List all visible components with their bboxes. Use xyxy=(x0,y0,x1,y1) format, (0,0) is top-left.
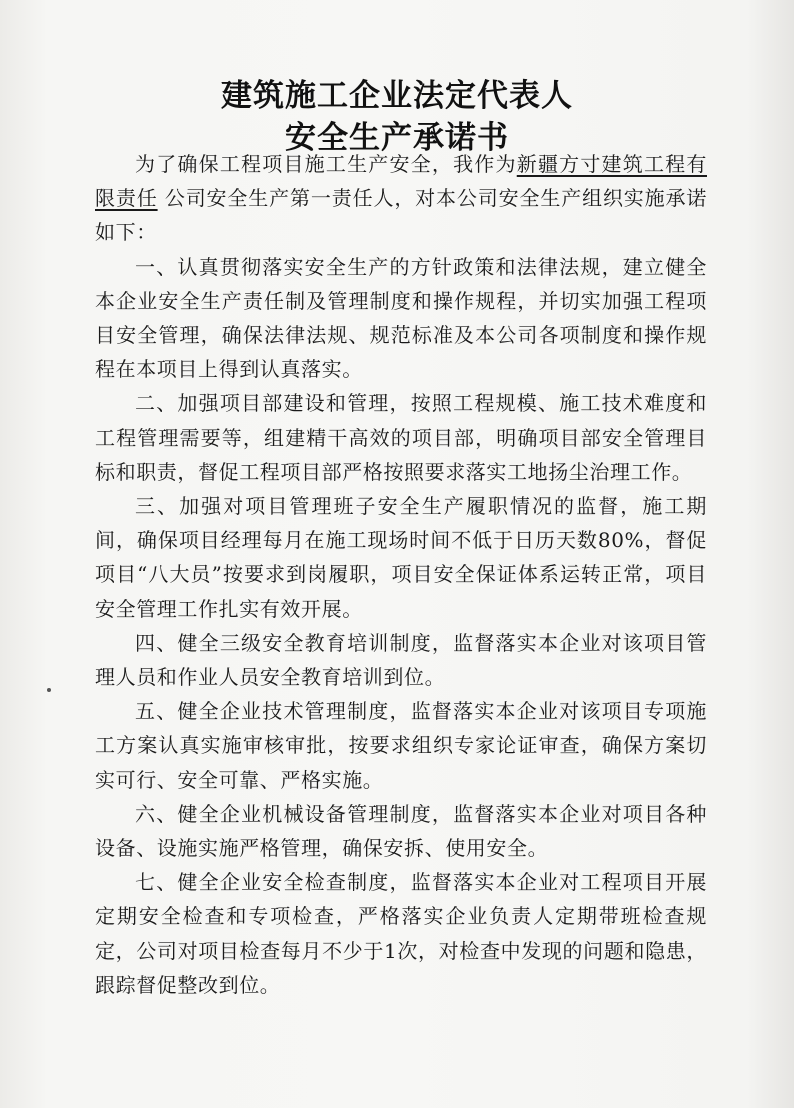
document-body xyxy=(95,147,707,1002)
commitment-item-5: 五、健全企业技术管理制度，监督落实本企业对该项目专项施工方案认真实施审核审批，按要求组织专家论证审查，确保方案切实可行、安全可靠、严格实施。 xyxy=(95,699,707,792)
document-title-line1: 建筑施工企业法定代表人 xyxy=(221,78,573,114)
commitment-item-6: 六、健全企业机械设备管理制度，监督落实本企业对项目各种设备、设施实施严格管理，确保安拆、使用安全。 xyxy=(95,801,707,861)
intro-paragraph xyxy=(95,147,707,250)
intro-text-before: 为了确保工程项目施工生产安全，我作为 xyxy=(135,152,517,176)
commitment-item-4: 四、健全三级安全教育培训制度，监督落实本企业对该项目管理人员和作业人员安全教育培训到位。 xyxy=(95,630,707,690)
intro-text-after: 公司安全生产第一责任人，对本公司安全生产组织实施承诺如下： xyxy=(95,186,707,245)
commitment-item-1: 一、认真贯彻落实安全生产的方针政策和法律法规，建立健全本企业安全生产责任制及管理制度和操作规程，并切实加强工程项目安全管理，确保法律法规、规范标准及本公司各项制度和操作规程在本项目上得到认真落实。 xyxy=(95,254,707,382)
document-title-line2: 安全生产承诺书 xyxy=(285,120,509,156)
scan-speck xyxy=(47,688,51,692)
commitment-item-7: 七、健全企业安全检查制度，监督落实本企业对工程项目开展定期安全检查和专项检查，严格落实企业负责人定期带班检查规定，公司对项目检查每月不少于1次，对检查中发现的问题和隐患，跟踪督促整改到位。 xyxy=(95,870,707,997)
commitment-item-2: 二、加强项目部建设和管理，按照工程规模、施工技术难度和工程管理需要等，组建精干高效的项目部，明确项目部安全管理目标和职责，督促工程项目部严格按照要求落实工地扬尘治理工作。 xyxy=(95,391,707,484)
company-name-filled: 新疆方寸建筑工程有限责任 xyxy=(95,152,707,211)
commitment-item-3: 三、加强对项目管理班子安全生产履职情况的监督，施工期间，确保项目经理每月在施工现场时间不低于日历天数80%，督促项目“八大员”按要求到岗履职，项目安全保证体系运转正常，项目安全管理工作扎实有效开展。 xyxy=(95,494,707,621)
